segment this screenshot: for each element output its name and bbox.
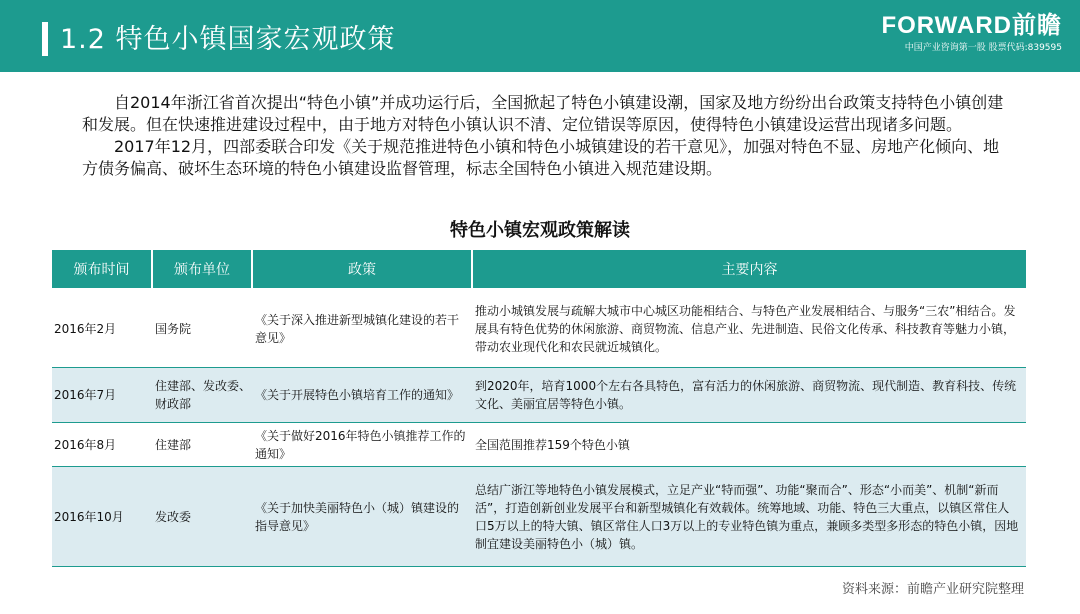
cell-time: 2016年8月 — [54, 437, 117, 452]
intro-text — [82, 92, 1012, 180]
table-row — [52, 368, 1026, 423]
cell-content: 到2020年，培育1000个左右各具特色，富有活力的休闲旅游、商贸物流、现代制造、教育科技、传统文化、美丽宜居等特色小镇。 — [475, 379, 1017, 411]
policy-table — [52, 250, 1026, 567]
forward-logo — [862, 12, 1062, 54]
cell-policy: 《关于加快美丽特色小（城）镇建设的指导意见》 — [255, 500, 460, 533]
table-header-row — [52, 250, 1026, 288]
table-title: 特色小镇宏观政策解读 — [450, 220, 630, 241]
cell-policy: 《关于做好2016年特色小镇推荐工作的通知》 — [255, 428, 466, 461]
cell-content: 全国范围推荐159个特色小镇 — [475, 437, 630, 452]
table-row — [52, 467, 1026, 567]
cell-unit: 国务院 — [155, 321, 192, 336]
cell-content: 推动小城镇发展与疏解大城市中心城区功能相结合、与特色产业发展相结合、与服务“三农”相结合。发展具有特色优势的休闲旅游、商贸物流、信息产业、先进制造、民俗文化传承、科技教育等魅力小镇，带动农业现代化和农民就近城镇化。 — [475, 303, 1016, 354]
cell-time: 2016年7月 — [54, 388, 117, 402]
intro-paragraph-2: 2017年12月，四部委联合印发《关于规范推进特色小镇和特色小城镇建设的若干意见》，加强对特色不显、房地产化倾向、地方债务偏高、破坏生态环境的特色小镇建设监督管理，标志全国特色小镇进入规范建设期。 — [82, 137, 1000, 178]
intro-paragraph-1: 自2014年浙江省首次提出“特色小镇”并成功运行后，全国掀起了特色小镇建设潮，国家及地方纷纷出台政策支持特色小镇创建和发展。但在快速推进建设过程中，由于地方对特色小镇认识不清、定位错误等原因，使得特色小镇建设运营出现诸多问题。 — [82, 93, 1004, 134]
header-policy: 政策 — [253, 250, 473, 288]
cell-policy: 《关于深入推进新型城镇化建设的若干意见》 — [255, 312, 460, 345]
cell-unit: 发改委 — [155, 509, 192, 524]
logo-tagline: 中国产业咨询第一股 股票代码:839595 — [904, 43, 1062, 53]
cell-time: 2016年10月 — [54, 509, 124, 524]
table-row — [52, 423, 1026, 467]
header-content: 主要内容 — [721, 262, 778, 278]
source-note: 资料来源：前瞻产业研究院整理 — [841, 582, 1024, 597]
cell-time: 2016年2月 — [54, 321, 117, 336]
header-unit: 颁布单位 — [153, 250, 253, 288]
logo-wordmark: FORWARD前瞻 — [881, 12, 1062, 39]
cell-unit: 住建部 — [155, 437, 192, 452]
page-title: 1.2 特色小镇国家宏观政策 — [60, 24, 396, 55]
header-banner — [0, 0, 1080, 72]
cell-content: 总结广浙江等地特色小镇发展模式，立足产业“特而强”、功能“聚而合”、形态“小而美”、机制“新而活”，打造创新创业发展平台和新型城镇化有效载体。统筹地域、功能、特色三大重点，以镇区常住人口5万以上的特大镇、镇区常住人口3万以上的专业特色镇为重点，兼顾多类型多形态的特色小镇，因地制宜建设美丽特色小（城）镇。 — [475, 482, 1019, 551]
title-accent-bar — [42, 22, 48, 56]
cell-unit: 住建部、发改委、财政部 — [155, 379, 252, 411]
table-row — [52, 290, 1026, 368]
header-time: 颁布时间 — [52, 250, 153, 288]
cell-policy: 《关于开展特色小镇培育工作的通知》 — [255, 388, 460, 402]
